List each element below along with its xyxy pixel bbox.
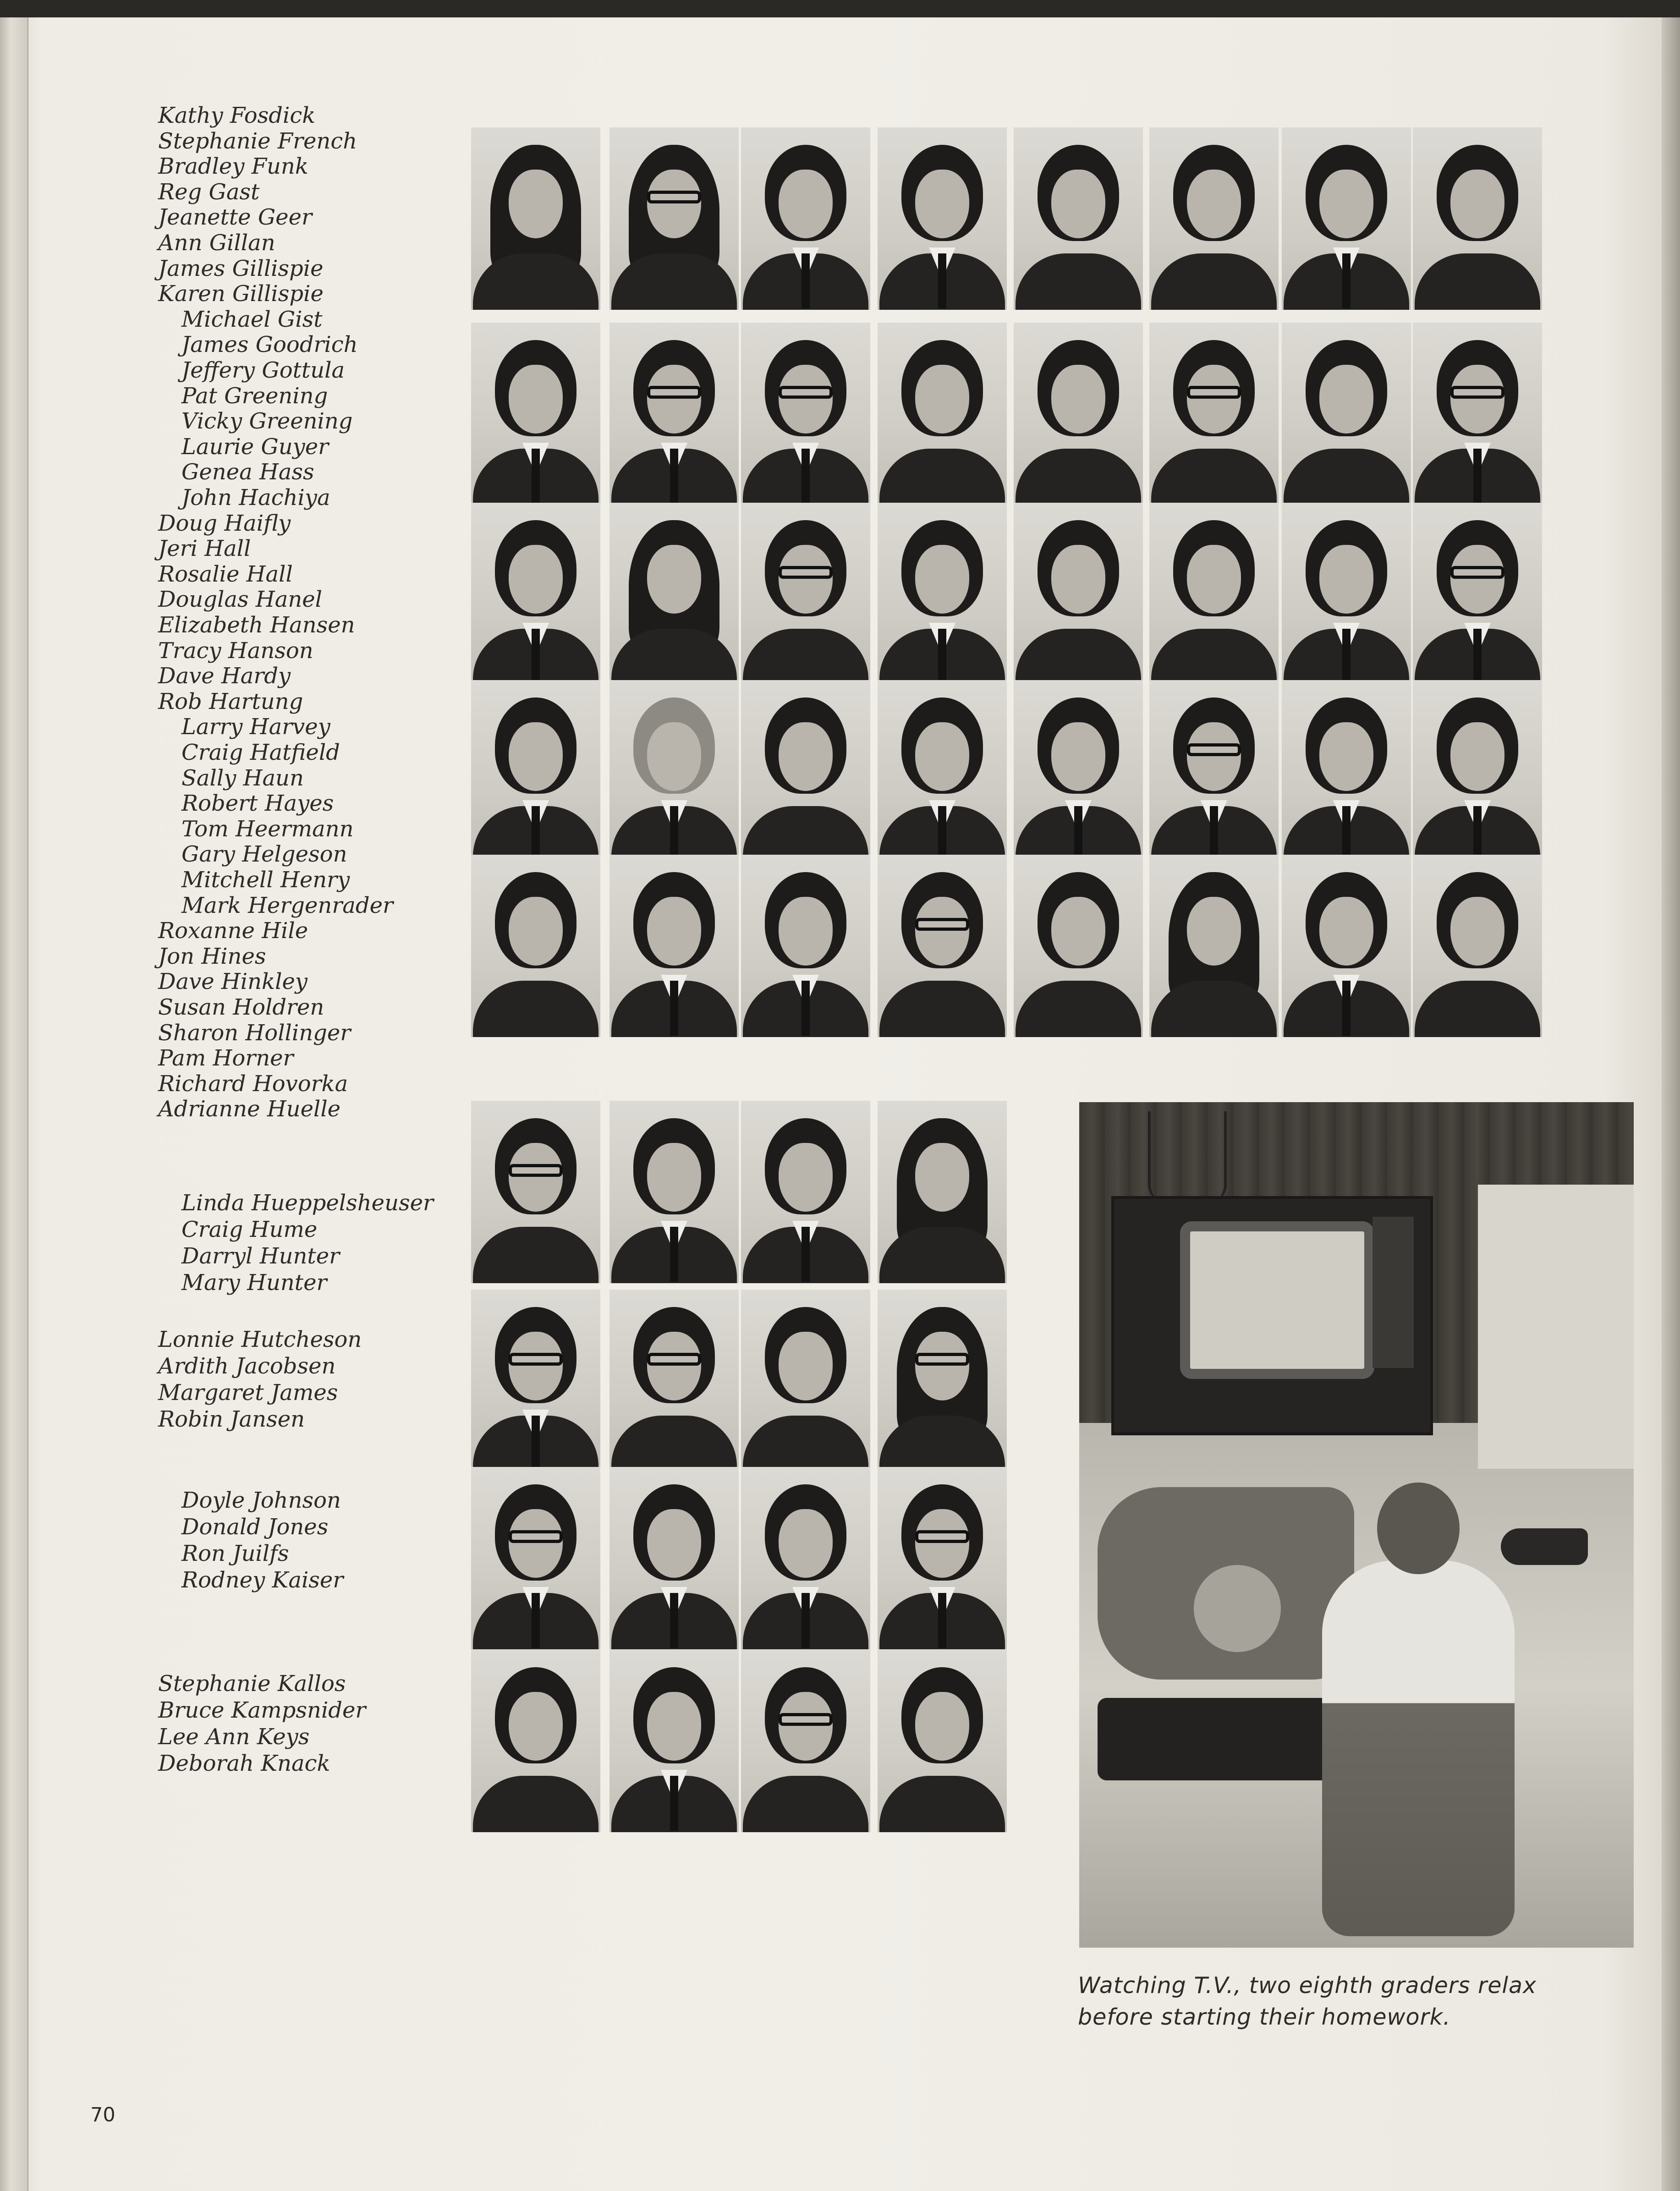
student-portrait xyxy=(1413,855,1542,1037)
student-name: Sally Haun xyxy=(181,765,304,791)
eyeglasses xyxy=(509,1530,563,1543)
student-name: Pam Horner xyxy=(158,1045,294,1071)
eyeglasses xyxy=(647,1353,701,1366)
portrait-face xyxy=(915,1332,969,1400)
student-portrait xyxy=(741,127,870,310)
student-name: Vicky Greening xyxy=(181,408,353,434)
student-name: Doug Haifly xyxy=(158,511,291,536)
portrait-face xyxy=(1319,170,1373,238)
necktie xyxy=(532,449,540,504)
student-name: Kathy Fosdick xyxy=(158,103,316,128)
portrait-face xyxy=(647,1332,701,1400)
portrait-face xyxy=(915,170,969,238)
student-portrait xyxy=(1282,323,1411,505)
necktie xyxy=(938,806,946,861)
student-portrait xyxy=(741,1467,870,1649)
student-portrait xyxy=(878,1290,1007,1472)
eyeglasses xyxy=(915,1530,969,1543)
student-portrait xyxy=(1282,503,1411,685)
student-portrait xyxy=(471,855,600,1037)
eyeglasses xyxy=(779,1713,833,1726)
portrait-face xyxy=(1051,365,1105,434)
student-name: Ardith Jacobsen xyxy=(158,1353,336,1379)
student-portrait xyxy=(471,503,600,685)
student-name: Roxanne Hile xyxy=(158,918,308,944)
student-portrait xyxy=(1149,503,1279,685)
student-name: Craig Hatfield xyxy=(181,740,340,765)
eyeglasses xyxy=(915,918,969,931)
portrait-face xyxy=(779,545,833,614)
portrait-face xyxy=(915,1143,969,1212)
portrait-face xyxy=(1051,170,1105,238)
floor-cushion xyxy=(1098,1698,1336,1780)
student-portrait xyxy=(741,855,870,1037)
student-portrait xyxy=(1413,323,1542,505)
student-portrait xyxy=(878,855,1007,1037)
eyeglasses xyxy=(1187,386,1241,399)
necktie xyxy=(1342,253,1351,308)
student-name: Stephanie Kallos xyxy=(158,1671,346,1697)
necktie xyxy=(1473,629,1482,684)
eyeglasses xyxy=(1450,566,1504,579)
student-portrait xyxy=(471,323,600,505)
portrait-shoulders xyxy=(611,1416,737,1472)
student-portrait xyxy=(471,680,600,862)
portrait-shoulders xyxy=(473,1776,598,1832)
portrait-face xyxy=(915,365,969,434)
portrait-face xyxy=(509,1332,563,1400)
student-name: Tracy Hanson xyxy=(158,638,313,664)
student-name: Douglas Hanel xyxy=(158,587,323,612)
portrait-face xyxy=(1450,365,1504,434)
portrait-shoulders xyxy=(879,1776,1005,1832)
student-name: Elizabeth Hansen xyxy=(158,612,355,638)
portrait-shoulders xyxy=(1151,449,1277,505)
necktie xyxy=(1342,806,1351,861)
eyeglasses xyxy=(509,1353,563,1366)
necktie xyxy=(670,1593,678,1648)
portrait-face xyxy=(509,1692,563,1761)
student-portrait xyxy=(1014,680,1143,862)
student-portrait xyxy=(609,1467,739,1649)
student-portrait xyxy=(1149,127,1279,310)
student-portrait xyxy=(1149,855,1279,1037)
portrait-face xyxy=(1450,545,1504,614)
student-name: Donald Jones xyxy=(181,1514,329,1540)
portrait-face xyxy=(647,1143,701,1212)
student-name: Reg Gast xyxy=(158,179,260,205)
student-name: Craig Hume xyxy=(181,1217,318,1242)
student-name: Deborah Knack xyxy=(158,1751,330,1776)
student-name: Michael Gist xyxy=(181,307,323,332)
portrait-face xyxy=(647,897,701,966)
portrait-face xyxy=(779,365,833,434)
student-name: Dave Hinkley xyxy=(158,969,307,994)
student-portrait xyxy=(471,1101,600,1283)
portrait-face xyxy=(1051,545,1105,614)
tv-photo xyxy=(1079,1102,1634,1948)
student-portrait xyxy=(1149,323,1279,505)
student-portrait xyxy=(609,1650,739,1832)
necktie xyxy=(532,806,540,861)
student-name: Darryl Hunter xyxy=(181,1243,340,1269)
portrait-face xyxy=(1450,170,1504,238)
eyeglasses xyxy=(1450,386,1504,399)
page-edge xyxy=(1662,17,1680,2191)
portrait-shoulders xyxy=(473,1227,598,1283)
student-portrait xyxy=(741,680,870,862)
portrait-face xyxy=(647,722,701,791)
portrait-face xyxy=(779,1143,833,1212)
portrait-face xyxy=(1187,722,1241,791)
necktie xyxy=(1473,806,1482,861)
student-portrait xyxy=(609,1101,739,1283)
student-portrait xyxy=(1149,680,1279,862)
student-portrait xyxy=(1413,503,1542,685)
portrait-face xyxy=(1319,545,1373,614)
tv-dial-panel xyxy=(1373,1217,1414,1368)
student-name: Lonnie Hutcheson xyxy=(158,1327,362,1352)
book-binding xyxy=(0,17,28,2191)
portrait-face xyxy=(1319,365,1373,434)
student-name: Doyle Johnson xyxy=(181,1488,341,1513)
necktie xyxy=(802,1593,810,1648)
eyeglasses xyxy=(1187,743,1241,756)
portrait-face xyxy=(779,1332,833,1400)
student-portrait xyxy=(609,1290,739,1472)
portrait-face xyxy=(1187,365,1241,434)
student-name: James Gillispie xyxy=(158,256,324,281)
portrait-face xyxy=(779,170,833,238)
student-name: Mitchell Henry xyxy=(181,867,350,893)
necktie xyxy=(670,806,678,861)
portrait-shoulders xyxy=(743,1416,868,1472)
student-portrait xyxy=(471,1290,600,1472)
necktie xyxy=(532,1593,540,1648)
student-portrait xyxy=(878,127,1007,310)
portrait-face xyxy=(647,365,701,434)
necktie xyxy=(1210,806,1218,861)
necktie xyxy=(802,253,810,308)
student-portrait xyxy=(1014,855,1143,1037)
student-portrait xyxy=(878,1650,1007,1832)
portrait-face xyxy=(915,1692,969,1761)
portrait-shoulders xyxy=(743,806,868,862)
student-portrait xyxy=(1014,127,1143,310)
portrait-face xyxy=(509,365,563,434)
student-name: Rodney Kaiser xyxy=(181,1567,344,1593)
portrait-shoulders xyxy=(1016,253,1141,310)
student-portrait xyxy=(741,503,870,685)
student-name: Mark Hergenrader xyxy=(181,893,393,918)
portrait-face xyxy=(1319,722,1373,791)
student-portrait xyxy=(1282,127,1411,310)
student-name: Robin Jansen xyxy=(158,1406,305,1432)
student-name: Gary Helgeson xyxy=(181,841,347,867)
necktie xyxy=(802,449,810,504)
student-portrait xyxy=(1014,503,1143,685)
eyeglasses xyxy=(915,1353,969,1366)
student-portrait xyxy=(1282,855,1411,1037)
student-name: Jeffery Gottula xyxy=(181,357,345,383)
necktie xyxy=(802,981,810,1036)
student-portrait xyxy=(1014,323,1143,505)
student-name: Jeri Hall xyxy=(158,536,251,561)
student-name: Bruce Kampsnider xyxy=(158,1697,366,1723)
student-portrait xyxy=(471,1650,600,1832)
student-name: Linda Hueppelsheuser xyxy=(181,1190,434,1216)
student-name: Genea Hass xyxy=(181,459,314,485)
portrait-face xyxy=(647,1692,701,1761)
student-name: Jeanette Geer xyxy=(158,204,312,230)
student-portrait xyxy=(471,127,600,310)
necktie xyxy=(938,253,946,308)
student-portrait xyxy=(1413,680,1542,862)
portrait-shoulders xyxy=(473,981,598,1037)
student-name: John Hachiya xyxy=(181,485,330,511)
loafer-shoe xyxy=(1501,1528,1588,1565)
student-name: Stephanie French xyxy=(158,128,357,154)
portrait-face xyxy=(1450,897,1504,966)
portrait-face xyxy=(1319,897,1373,966)
portrait-face xyxy=(1187,545,1241,614)
necktie xyxy=(938,629,946,684)
portrait-face xyxy=(779,722,833,791)
student-portrait xyxy=(609,680,739,862)
portrait-shoulders xyxy=(743,1776,868,1832)
student-portrait xyxy=(878,1467,1007,1649)
portrait-shoulders xyxy=(1016,629,1141,685)
lamp-sculpture xyxy=(1148,1111,1227,1203)
student-name: Adrianne Huelle xyxy=(158,1096,341,1122)
necktie xyxy=(532,1416,540,1471)
student-name: Susan Holdren xyxy=(158,994,324,1020)
portrait-face xyxy=(779,1509,833,1578)
portrait-face xyxy=(915,897,969,966)
student-head-right xyxy=(1377,1483,1460,1574)
portrait-shoulders xyxy=(1415,981,1540,1037)
top-edge xyxy=(0,0,1680,17)
student-portrait xyxy=(878,323,1007,505)
student-name: Ron Juilfs xyxy=(181,1541,289,1566)
student-name: Lee Ann Keys xyxy=(158,1724,310,1750)
portrait-face xyxy=(779,897,833,966)
necktie xyxy=(1342,981,1351,1036)
eyeglasses xyxy=(779,386,833,399)
necktie xyxy=(532,629,540,684)
student-name: Mary Hunter xyxy=(181,1270,327,1296)
necktie xyxy=(1342,629,1351,684)
eyeglasses xyxy=(779,566,833,579)
student-name: Richard Hovorka xyxy=(158,1071,348,1097)
student-portrait xyxy=(609,323,739,505)
page-number: 70 xyxy=(90,2103,115,2126)
student-portrait xyxy=(741,1650,870,1832)
portrait-shoulders xyxy=(879,449,1005,505)
student-name: Sharon Hollinger xyxy=(158,1020,351,1046)
portrait-face xyxy=(915,545,969,614)
necktie xyxy=(938,1593,946,1648)
portrait-face xyxy=(509,1509,563,1578)
portrait-face xyxy=(779,1692,833,1761)
portrait-shoulders xyxy=(1151,253,1277,310)
portrait-shoulders xyxy=(1016,449,1141,505)
cupboard xyxy=(1478,1185,1634,1469)
portrait-face xyxy=(1450,722,1504,791)
portrait-shoulders xyxy=(743,629,868,685)
portrait-face xyxy=(509,545,563,614)
student-portrait xyxy=(609,127,739,310)
tv-screen xyxy=(1180,1221,1374,1379)
student-name: Margaret James xyxy=(158,1380,338,1406)
necktie xyxy=(670,1776,678,1831)
necktie xyxy=(670,1227,678,1282)
student-name: Bradley Funk xyxy=(158,154,308,179)
student-name: Laurie Guyer xyxy=(181,434,329,460)
photo-caption: Watching T.V., two eighth graders relax before starting their homework. xyxy=(1078,1972,1537,2030)
student-name: Pat Greening xyxy=(181,383,328,409)
student-portrait xyxy=(741,1101,870,1283)
student-portrait xyxy=(609,855,739,1037)
student-portrait xyxy=(741,323,870,505)
eyeglasses xyxy=(647,191,701,203)
student-portrait xyxy=(1413,127,1542,310)
portrait-face xyxy=(509,897,563,966)
student-name: Jon Hines xyxy=(158,944,266,969)
portrait-face xyxy=(1187,897,1241,966)
portrait-face xyxy=(647,545,701,614)
necktie xyxy=(802,1227,810,1282)
portrait-face xyxy=(509,170,563,238)
student-name: Ann Gillan xyxy=(158,230,275,256)
student-name: Robert Hayes xyxy=(181,791,334,816)
portrait-face xyxy=(1051,722,1105,791)
student-portrait xyxy=(878,680,1007,862)
student-name: Dave Hardy xyxy=(158,663,291,689)
student-name: Rob Hartung xyxy=(158,689,303,714)
student-name: Larry Harvey xyxy=(181,714,330,740)
eyeglasses xyxy=(647,386,701,399)
student-portrait xyxy=(1282,680,1411,862)
student-head-left xyxy=(1194,1565,1281,1652)
portrait-face xyxy=(509,722,563,791)
student-portrait xyxy=(609,503,739,685)
portrait-face xyxy=(915,722,969,791)
necktie xyxy=(1074,806,1082,861)
portrait-shoulders xyxy=(1284,449,1409,505)
portrait-face xyxy=(1187,170,1241,238)
eyeglasses xyxy=(509,1164,563,1177)
portrait-face xyxy=(915,1509,969,1578)
portrait-face xyxy=(647,170,701,238)
student-portrait xyxy=(741,1290,870,1472)
portrait-shoulders xyxy=(1415,253,1540,310)
portrait-face xyxy=(647,1509,701,1578)
student-portrait xyxy=(878,1101,1007,1283)
portrait-shoulders xyxy=(1151,629,1277,685)
student-name: Rosalie Hall xyxy=(158,561,293,587)
student-lying-right xyxy=(1322,1560,1515,1936)
student-name: Karen Gillispie xyxy=(158,281,324,307)
necktie xyxy=(670,449,678,504)
student-portrait xyxy=(878,503,1007,685)
necktie xyxy=(670,981,678,1036)
portrait-shoulders xyxy=(879,981,1005,1037)
portrait-shoulders xyxy=(1016,981,1141,1037)
portrait-face xyxy=(509,1143,563,1212)
student-name: James Goodrich xyxy=(181,332,358,357)
student-name: Tom Heermann xyxy=(181,816,354,842)
necktie xyxy=(1473,449,1482,504)
student-portrait xyxy=(471,1467,600,1649)
portrait-face xyxy=(1051,897,1105,966)
